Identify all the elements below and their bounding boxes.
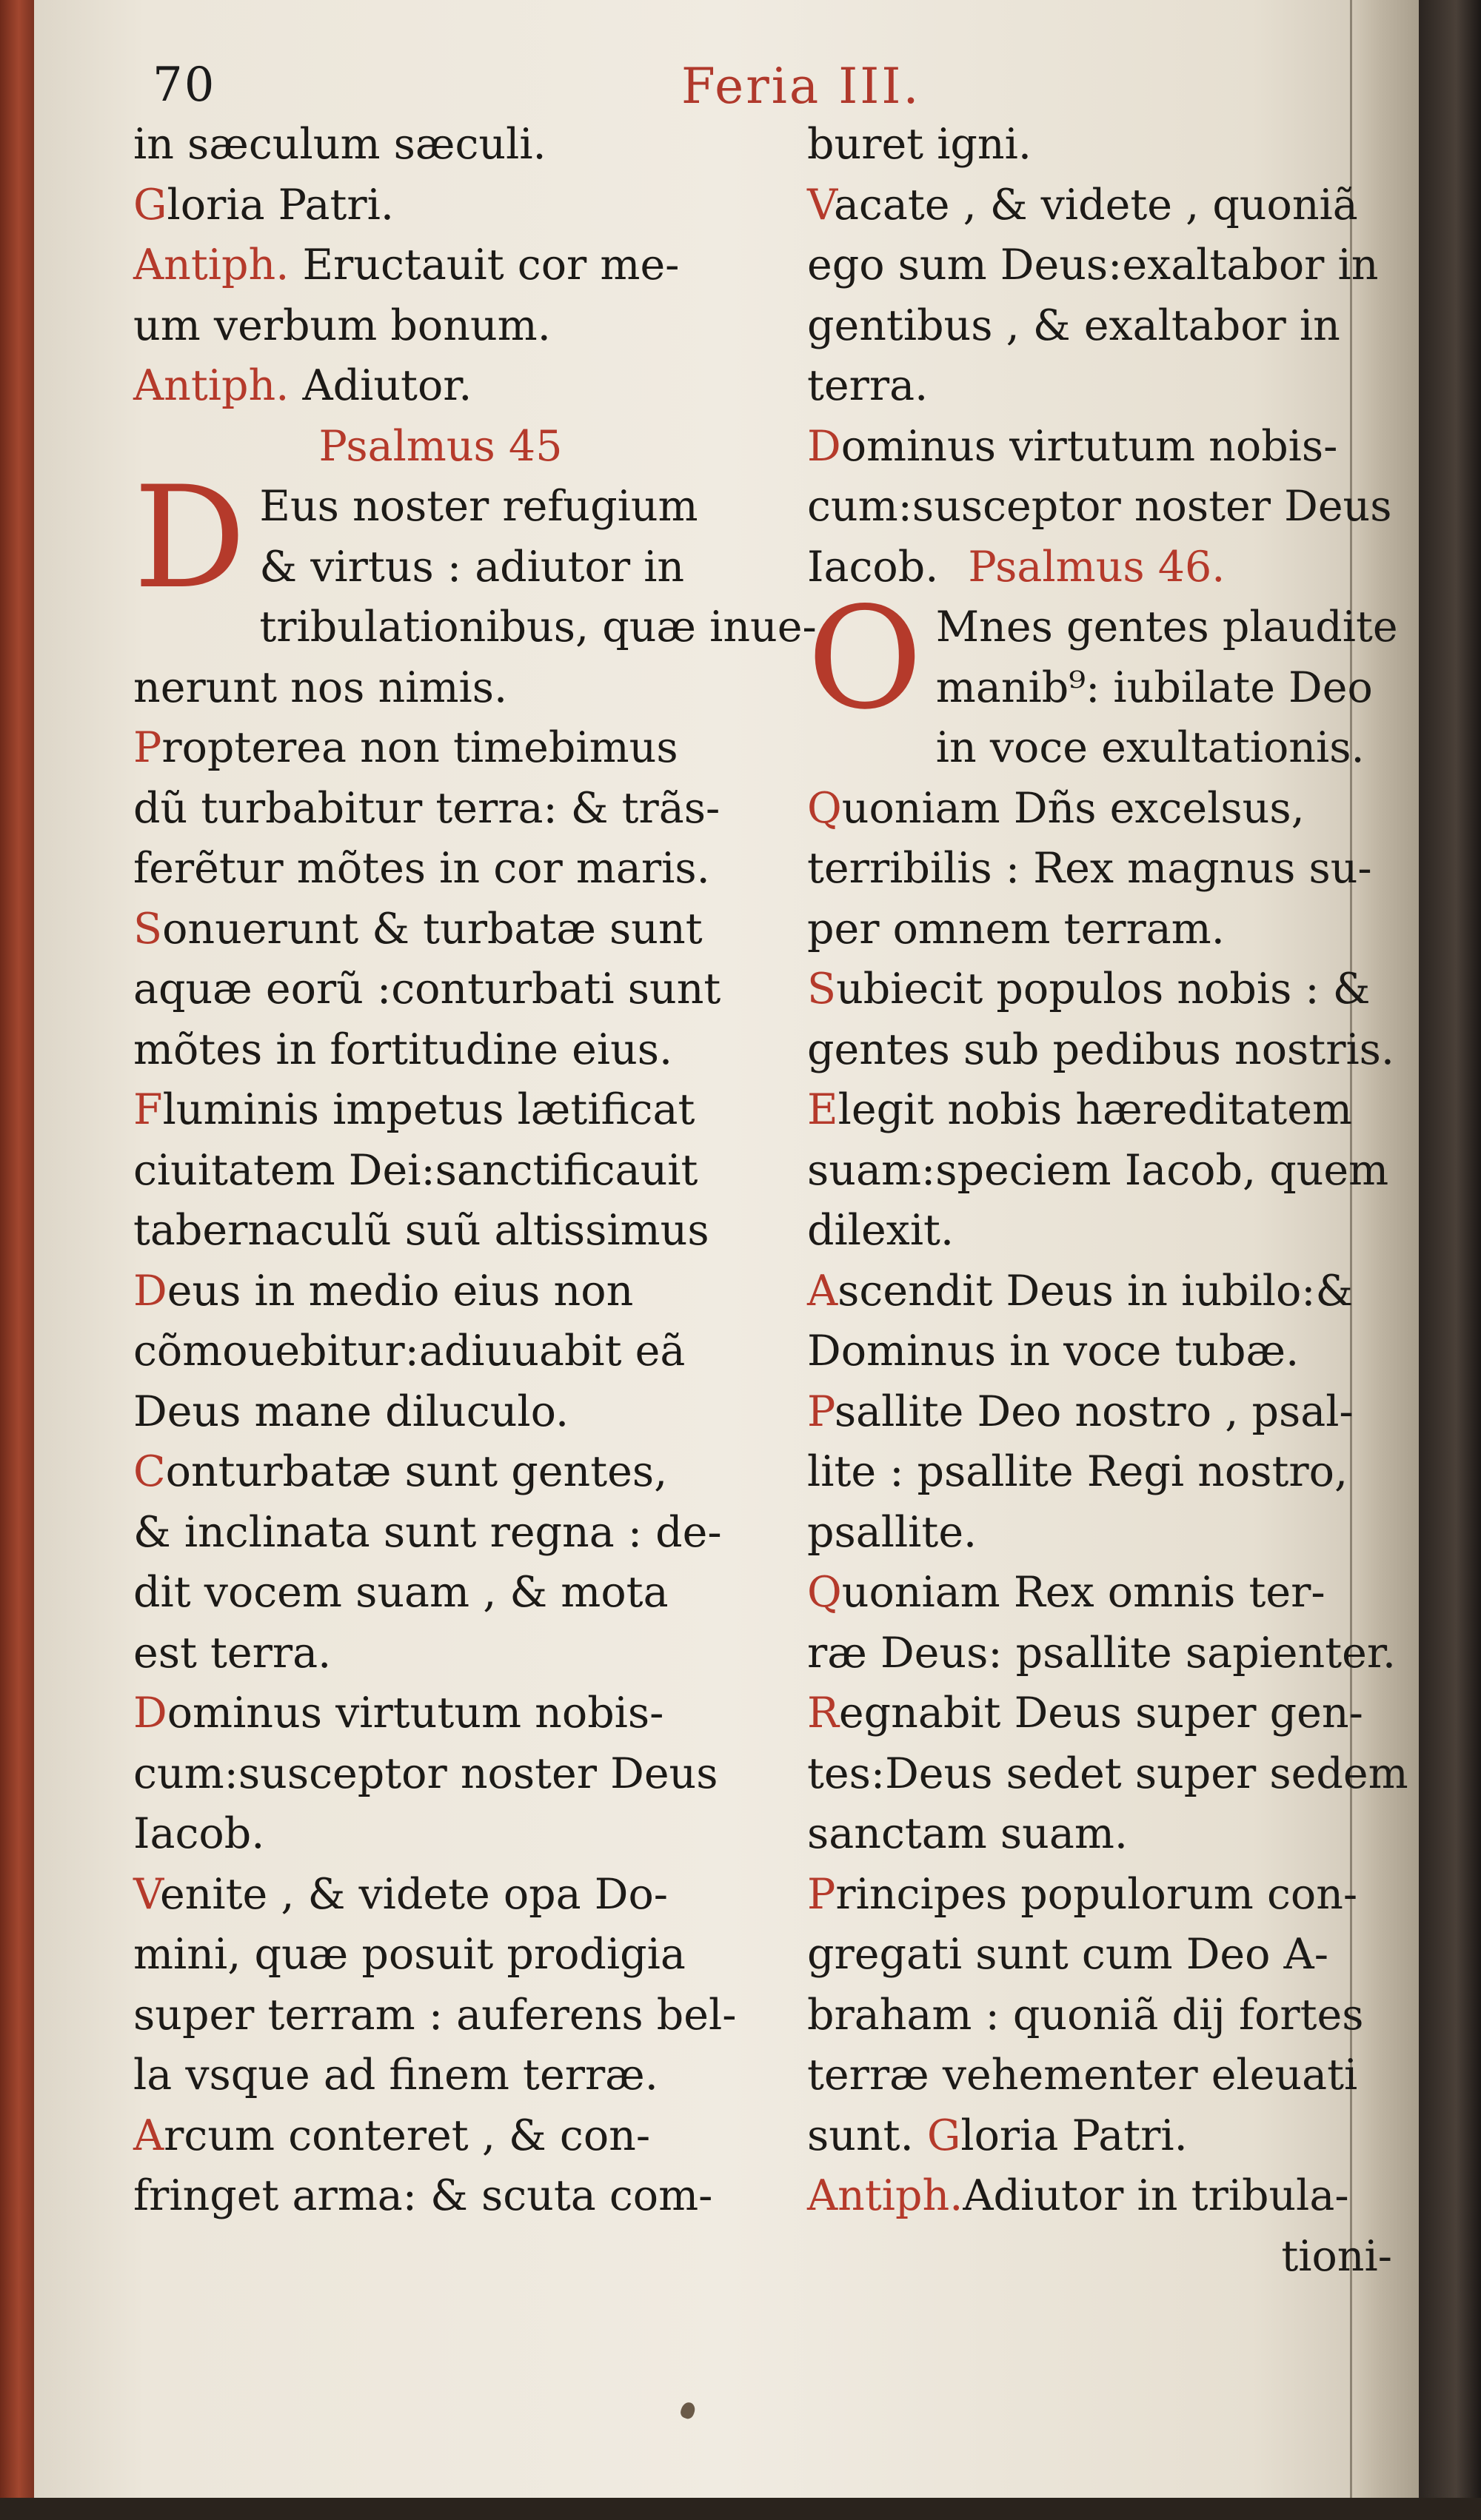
running-head: Feria III. [681, 58, 921, 115]
text-line [807, 1865, 1422, 1926]
text-line [807, 959, 1422, 1020]
red-initial: G [926, 2111, 961, 2160]
red-initial: Q [807, 783, 842, 833]
text-line [133, 899, 748, 960]
text-line: braham : quoniã dij fortes [807, 1990, 1364, 2040]
text-line: suam:speciem Iacob, quem [807, 1145, 1389, 1195]
text-line: in sæculum sæculi. [133, 120, 546, 169]
psalm-heading: Psalmus 46. [968, 542, 1226, 592]
gloria-line [807, 2106, 1422, 2167]
text-line [807, 1563, 1422, 1623]
text-line [807, 1261, 1422, 1322]
line-rest: rcum conteret , & con- [164, 2111, 651, 2160]
red-initial: S [133, 904, 163, 954]
text-line: mõtes in fortitudine eius. [133, 1025, 673, 1074]
text-line: buret igni. [807, 120, 1032, 169]
antiphon-label: Antiph. [807, 2171, 963, 2220]
text-line: lite : psallite Regi nostro, [807, 1447, 1348, 1496]
text-line: ferẽtur mõtes in cor maris. [133, 844, 710, 893]
text-line: ego sum Deus:exaltabor in [807, 241, 1379, 289]
drop-cap: D [133, 456, 247, 620]
text-line: la vsque ad finem terræ. [133, 2051, 658, 2100]
line-rest: rincipes populorum con- [835, 1869, 1358, 1919]
text-line: Mnes gentes plaudite [935, 603, 1398, 651]
text-line [133, 718, 748, 779]
page-number: 70 [153, 58, 216, 113]
line-rest: ominus virtutum nobis- [840, 421, 1338, 471]
gloria-rest: loria Patri. [960, 2111, 1188, 2160]
line-rest: enite , & videte opa Do- [159, 1869, 669, 1919]
line-rest: loria Patri. [167, 180, 394, 229]
text-line: gentibus , & exaltabor in [807, 301, 1340, 350]
text-line: terra. [807, 361, 929, 410]
text-line: dit vocem suam , & mota [133, 1568, 669, 1617]
text-line [133, 2106, 748, 2167]
red-initial: R [807, 1689, 839, 1737]
red-initial: E [807, 1085, 838, 1134]
left-main-text [133, 597, 817, 2227]
line-rest: luminis impetus lætificat [162, 1085, 695, 1134]
text-line [807, 1080, 1422, 1141]
text-line: & inclinata sunt regna : de- [133, 1507, 722, 1557]
text-line: est terra. [133, 1628, 332, 1678]
psalm-opening [807, 577, 1422, 740]
antiphon-label: Antiph. [133, 241, 290, 289]
line-rest: legit nobis hæreditatem [838, 1085, 1352, 1134]
red-initial: Q [807, 1568, 842, 1617]
red-initial: S [807, 965, 837, 1013]
text-line: super terram : auferens bel- [133, 1990, 737, 2040]
line-rest: ominus virtutum nobis- [167, 1689, 664, 1737]
text-line: mini, quæ posuit prodigia [133, 1930, 686, 1979]
text-line: manib⁹: iubilate Deo [935, 663, 1373, 712]
antiphon-line [133, 356, 748, 417]
line-text: sunt. [807, 2111, 914, 2160]
drop-cap: O [807, 577, 923, 740]
text-line [133, 1442, 748, 1503]
text-line: Dominus in voce tubæ. [807, 1327, 1300, 1375]
book-binding-left [0, 0, 34, 2520]
text-line [133, 1683, 748, 1744]
line-text: Iacob. [807, 542, 939, 592]
text-line [807, 779, 1422, 840]
red-initial: P [807, 1869, 836, 1919]
psalm-heading: Psalmus 45 [318, 421, 563, 471]
antiphon-text: Adiutor in tribula- [963, 2171, 1349, 2220]
text-line: dilexit. [807, 1206, 955, 1255]
red-initial: F [133, 1085, 163, 1134]
text-line: Deus mane diluculo. [133, 1387, 569, 1436]
text-line: & virtus : adiutor in [259, 542, 685, 592]
red-initial: A [807, 1266, 838, 1316]
text-line: tabernaculũ suũ altissimus [133, 1206, 709, 1255]
text-line: dũ turbabitur terra: & trãs- [133, 783, 721, 833]
line-rest: onuerunt & turbatæ sunt [162, 904, 703, 954]
text-line [807, 1683, 1422, 1744]
left-column [133, 115, 817, 2227]
text-line [807, 175, 1422, 236]
line-rest: eus in medio eius non [167, 1266, 634, 1316]
right-top-text [807, 115, 1422, 537]
red-initial: D [807, 421, 841, 471]
catchword: tioni- [1281, 2231, 1392, 2281]
antiphon-text: Eructauit cor me- [302, 241, 680, 289]
text-line: fringet arma: & scuta com- [133, 2171, 713, 2220]
red-initial: D [133, 1689, 167, 1737]
text-line: gregati sunt cum Deo A- [807, 1930, 1328, 1979]
text-line: ciuitatem Dei:sanctificauit [133, 1145, 698, 1195]
text-line: um verbum bonum. [133, 301, 551, 350]
text-line [133, 1080, 748, 1141]
text-line: ræ Deus: psallite sapienter. [807, 1628, 1396, 1678]
line-rest: onturbatæ sunt gentes, [165, 1447, 668, 1496]
text-line: nerunt nos nimis. [133, 663, 508, 712]
text-line: gentes sub pedibus nostris. [807, 1025, 1395, 1074]
line-rest: acate , & videte , quoniã [833, 180, 1358, 229]
text-line: Iacob. [133, 1809, 265, 1858]
text-line: cum:susceptor noster Deus [133, 1749, 718, 1798]
psalm-opening [133, 456, 748, 620]
line-rest: uoniam Rex omnis ter- [841, 1568, 1325, 1617]
text-line: aquæ eorũ :conturbati sunt [133, 965, 721, 1013]
text-line: psallite. [807, 1507, 977, 1557]
right-main-text [807, 718, 1422, 2106]
red-initial: P [807, 1387, 835, 1436]
text-line: terræ vehementer eleuati [807, 2051, 1358, 2100]
text-line [133, 175, 748, 236]
antiphon-label: Antiph. [133, 361, 290, 410]
line-rest: egnabit Deus super gen- [838, 1689, 1363, 1737]
red-initial: V [133, 1869, 160, 1919]
red-initial: A [133, 2111, 164, 2160]
red-initial: D [133, 1266, 167, 1316]
antiphon-line [807, 2166, 1422, 2227]
text-line [807, 417, 1422, 477]
text-line: in voce exultationis. [935, 723, 1365, 772]
book-binding-right [1419, 0, 1481, 2520]
red-initial: C [133, 1447, 166, 1496]
text-line: sanctam suam. [807, 1809, 1129, 1858]
text-line: cõmouebitur:adiuuabit eã [133, 1327, 686, 1375]
text-line: Eus noster refugium [259, 482, 698, 531]
red-initial: P [133, 723, 162, 772]
line-rest: scendit Deus in iubilo:& [838, 1266, 1354, 1316]
text-line [807, 1382, 1422, 1443]
text-line: tribulationibus, quæ inue- [259, 603, 817, 651]
text-line [133, 1261, 748, 1322]
line-rest: ropterea non timebimus [161, 723, 678, 772]
right-column [807, 115, 1422, 2287]
red-initial: V [807, 180, 834, 229]
line-rest: uoniam Dñs excelsus, [841, 783, 1305, 833]
text-line: per omnem terram. [807, 904, 1225, 954]
red-initial: G [133, 180, 167, 229]
line-rest: sallite Deo nostro , psal- [834, 1387, 1354, 1436]
antiphon-line [133, 235, 748, 296]
antiphon-text: Adiutor. [302, 361, 472, 410]
text-line: tes:Deus sedet super sedem [807, 1749, 1408, 1798]
jacob-line [807, 537, 1422, 598]
bottom-shadow [0, 2498, 1481, 2520]
text-line [133, 1865, 748, 1926]
text-line: terribilis : Rex magnus su- [807, 844, 1372, 893]
text-line: cum:susceptor noster Deus [807, 482, 1392, 531]
line-rest: ubiecit populos nobis : & [836, 965, 1371, 1013]
